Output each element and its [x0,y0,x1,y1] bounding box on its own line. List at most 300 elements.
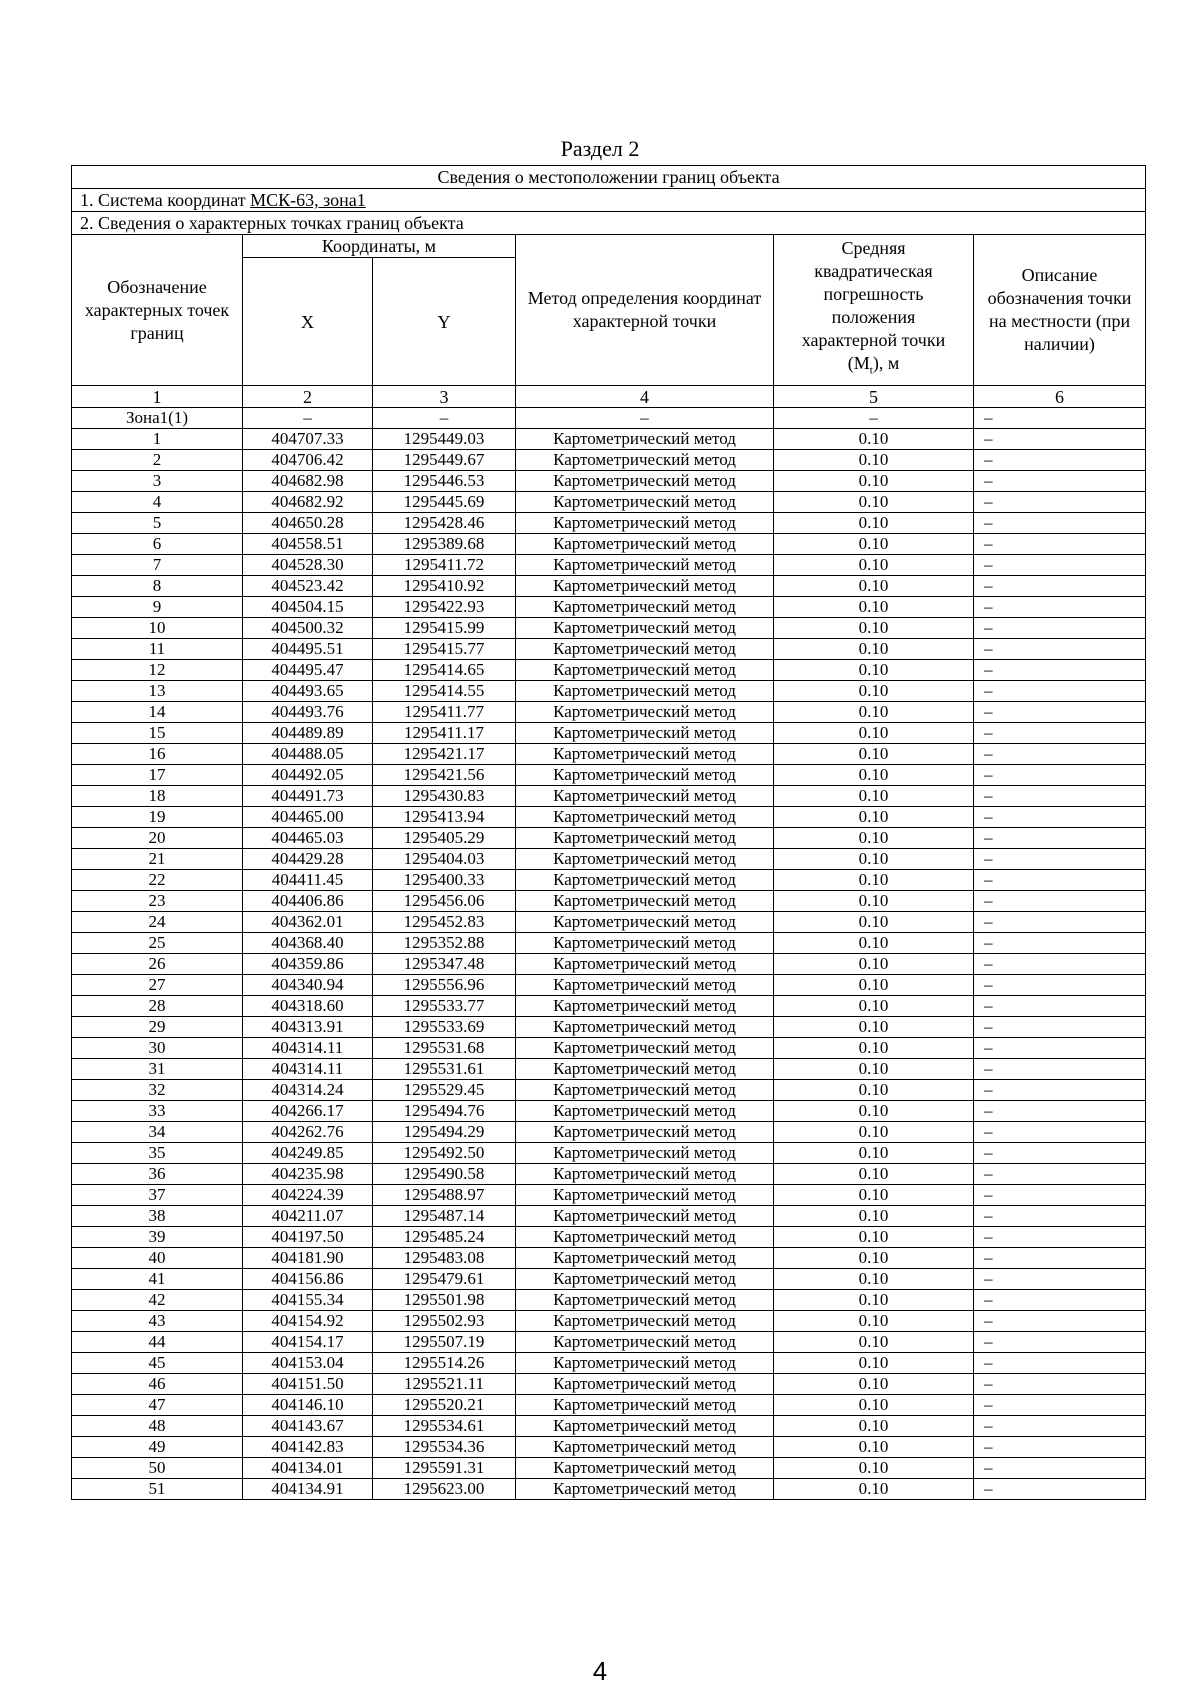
description-cell: – [974,1122,1146,1143]
method-cell: Картометрический метод [516,1311,774,1332]
x-coordinate-cell: 404359.86 [243,954,373,975]
x-coordinate-cell: 404314.11 [243,1038,373,1059]
description-cell: – [974,1311,1146,1332]
description-cell: – [974,1353,1146,1374]
table-row [72,1143,1146,1164]
description-cell: – [974,639,1146,660]
method-cell: Картометрический метод [516,1290,774,1311]
x-coordinate-cell: 404266.17 [243,1101,373,1122]
x-coordinate-cell: 404146.10 [243,1395,373,1416]
col-error-sub: t [869,364,873,377]
method-cell: Картометрический метод [516,513,774,534]
table-row [72,1059,1146,1080]
description-cell: – [974,849,1146,870]
x-coordinate-cell: 404495.47 [243,660,373,681]
method-cell: Картометрический метод [516,1374,774,1395]
col-number-3: 3 [373,386,516,408]
method-cell: Картометрический метод [516,828,774,849]
y-coordinate-cell: 1295534.61 [373,1416,516,1437]
error-cell: 0.10 [774,891,974,912]
error-cell: 0.10 [774,1458,974,1479]
y-coordinate-cell: 1295483.08 [373,1248,516,1269]
col-designation-header: Обозначение характерных точек границ [72,235,243,386]
error-cell: 0.10 [774,996,974,1017]
description-cell: – [974,1164,1146,1185]
point-number-cell: 49 [72,1437,243,1458]
error-cell: 0.10 [774,1332,974,1353]
table-row [72,1248,1146,1269]
y-coordinate-cell: 1295389.68 [373,534,516,555]
description-cell: – [974,1227,1146,1248]
description-cell: – [974,954,1146,975]
point-number-cell: 44 [72,1332,243,1353]
description-cell: – [974,450,1146,471]
description-cell: – [974,807,1146,828]
error-cell: 0.10 [774,618,974,639]
col-number-6: 6 [974,386,1146,408]
y-coordinate-cell: 1295507.19 [373,1332,516,1353]
x-coordinate-cell: 404314.11 [243,1059,373,1080]
point-number-cell: 45 [72,1353,243,1374]
x-coordinate-cell: 404528.30 [243,555,373,576]
y-coordinate-cell: 1295492.50 [373,1143,516,1164]
description-cell: – [974,597,1146,618]
x-coordinate-cell: 404707.33 [243,429,373,450]
method-cell: Картометрический метод [516,1164,774,1185]
point-number-cell: 48 [72,1416,243,1437]
table-row [72,1458,1146,1479]
point-number-cell: 17 [72,765,243,786]
description-cell: – [974,1269,1146,1290]
table-row [72,1353,1146,1374]
description-cell: – [974,576,1146,597]
description-cell: – [974,1290,1146,1311]
table-row [72,849,1146,870]
error-cell: 0.10 [774,807,974,828]
description-cell: – [974,975,1146,996]
point-number-cell: 50 [72,1458,243,1479]
error-cell: 0.10 [774,849,974,870]
table-row [72,513,1146,534]
point-number-cell: 25 [72,933,243,954]
y-coordinate-cell: 1295400.33 [373,870,516,891]
x-coordinate-cell: 404682.98 [243,471,373,492]
table-row [72,1101,1146,1122]
error-cell: 0.10 [774,1353,974,1374]
point-number-cell: 11 [72,639,243,660]
y-coordinate-cell: 1295410.92 [373,576,516,597]
point-number-cell: 24 [72,912,243,933]
description-cell: – [974,1017,1146,1038]
error-cell: 0.10 [774,870,974,891]
table-row [72,1416,1146,1437]
point-number-cell: 8 [72,576,243,597]
method-cell: Картометрический метод [516,660,774,681]
table-row [72,1437,1146,1458]
point-number-cell: 26 [72,954,243,975]
x-coordinate-cell: 404465.03 [243,828,373,849]
point-number-cell: 38 [72,1206,243,1227]
error-cell: 0.10 [774,744,974,765]
zone-cell: Зона1(1) [72,408,243,429]
point-number-cell: 46 [72,1374,243,1395]
y-coordinate-cell: 1295411.17 [373,723,516,744]
col-number-1: 1 [72,386,243,408]
table-body [72,408,1146,1500]
x-coordinate-cell: 404492.05 [243,765,373,786]
y-coordinate-cell: 1295534.36 [373,1437,516,1458]
table-row [72,702,1146,723]
y-coordinate-cell: 1295452.83 [373,912,516,933]
y-coordinate-cell: 1295456.06 [373,891,516,912]
method-cell: Картометрический метод [516,1038,774,1059]
y-coordinate-cell: 1295521.11 [373,1374,516,1395]
table-row [72,1269,1146,1290]
method-cell: Картометрический метод [516,492,774,513]
y-coordinate-cell: 1295520.21 [373,1395,516,1416]
description-cell: – [974,933,1146,954]
error-cell: 0.10 [774,1185,974,1206]
method-cell: Картометрический метод [516,576,774,597]
description-cell: – [974,1038,1146,1059]
point-number-cell: 37 [72,1185,243,1206]
description-cell: – [974,1479,1146,1500]
table-row [72,744,1146,765]
y-coordinate-cell: 1295485.24 [373,1227,516,1248]
error-cell: 0.10 [774,555,974,576]
y-coordinate-cell: 1295411.72 [373,555,516,576]
description-cell: – [974,1374,1146,1395]
point-number-cell: 6 [72,534,243,555]
error-cell: 0.10 [774,1479,974,1500]
y-coordinate-cell: 1295411.77 [373,702,516,723]
point-number-cell: 51 [72,1479,243,1500]
description-cell: – [974,1332,1146,1353]
col-error-tail: ), м [872,353,900,374]
table-row [72,1395,1146,1416]
table-row [72,1311,1146,1332]
method-cell: Картометрический метод [516,891,774,912]
x-coordinate-cell: 404262.76 [243,1122,373,1143]
point-number-cell: 36 [72,1164,243,1185]
point-number-cell: 2 [72,450,243,471]
error-cell: 0.10 [774,450,974,471]
x-coordinate-cell: 404429.28 [243,849,373,870]
y-coordinate-cell: 1295479.61 [373,1269,516,1290]
y-coordinate-cell: 1295414.65 [373,660,516,681]
method-cell: Картометрический метод [516,744,774,765]
x-coordinate-cell: 404224.39 [243,1185,373,1206]
points-title: 2. Сведения о характерных точках границ объекта [72,212,1146,235]
description-cell: – [974,429,1146,450]
x-coordinate-cell: 404650.28 [243,513,373,534]
description-cell: – [974,1101,1146,1122]
y-coordinate-cell: 1295414.55 [373,681,516,702]
description-cell: – [974,1080,1146,1101]
y-coordinate-cell: 1295529.45 [373,1080,516,1101]
method-cell: Картометрический метод [516,1227,774,1248]
method-cell: Картометрический метод [516,996,774,1017]
description-cell: – [974,891,1146,912]
col-number-5: 5 [774,386,974,408]
error-cell: 0.10 [774,1143,974,1164]
method-cell: Картометрический метод [516,702,774,723]
y-coordinate-cell: 1295494.76 [373,1101,516,1122]
method-cell: Картометрический метод [516,555,774,576]
method-cell: Картометрический метод [516,681,774,702]
point-number-cell: 23 [72,891,243,912]
method-cell: Картометрический метод [516,1332,774,1353]
method-cell: Картометрический метод [516,1479,774,1500]
coord-system-value: МСК-63, зона1 [250,190,366,210]
table-row [72,471,1146,492]
point-number-cell: 15 [72,723,243,744]
table-row [72,1164,1146,1185]
error-cell: 0.10 [774,1080,974,1101]
table-row [72,828,1146,849]
table-row [72,723,1146,744]
method-cell: Картометрический метод [516,1185,774,1206]
point-number-cell: 43 [72,1311,243,1332]
y-coordinate-cell: 1295501.98 [373,1290,516,1311]
point-number-cell: 7 [72,555,243,576]
method-cell: Картометрический метод [516,849,774,870]
description-cell: – [974,1059,1146,1080]
x-coordinate-cell: 404362.01 [243,912,373,933]
error-cell: 0.10 [774,1122,974,1143]
description-cell: – [974,744,1146,765]
method-cell: Картометрический метод [516,1353,774,1374]
error-cell: 0.10 [774,954,974,975]
y-coordinate-cell: 1295623.00 [373,1479,516,1500]
error-cell: 0.10 [774,1017,974,1038]
table-row [72,1479,1146,1500]
zone-cell: – [974,408,1146,429]
method-cell: Картометрический метод [516,786,774,807]
x-coordinate-cell: 404495.51 [243,639,373,660]
col-y-header: Y [373,258,516,386]
point-number-cell: 30 [72,1038,243,1059]
table-row [72,597,1146,618]
col-error-main: Средняя квадратическая погрешность положения характерной точки (M [801,238,946,374]
point-number-cell: 47 [72,1395,243,1416]
y-coordinate-cell: 1295415.77 [373,639,516,660]
point-number-cell: 28 [72,996,243,1017]
method-cell: Картометрический метод [516,1248,774,1269]
x-coordinate-cell: 404235.98 [243,1164,373,1185]
col-method-header: Метод определения координат характерной точки [516,235,774,386]
description-cell: – [974,1143,1146,1164]
error-cell: 0.10 [774,1290,974,1311]
description-cell: – [974,870,1146,891]
point-number-cell: 20 [72,828,243,849]
method-cell: Картометрический метод [516,975,774,996]
table-row [72,975,1146,996]
description-cell: – [974,996,1146,1017]
error-cell: 0.10 [774,576,974,597]
error-cell: 0.10 [774,1437,974,1458]
y-coordinate-cell: 1295494.29 [373,1122,516,1143]
zone-cell: – [516,408,774,429]
method-cell: Картометрический метод [516,1458,774,1479]
table-row [72,933,1146,954]
description-cell: – [974,681,1146,702]
method-cell: Картометрический метод [516,1269,774,1290]
method-cell: Картометрический метод [516,1437,774,1458]
description-cell: – [974,765,1146,786]
y-coordinate-cell: 1295591.31 [373,1458,516,1479]
y-coordinate-cell: 1295404.03 [373,849,516,870]
table-row [72,1290,1146,1311]
description-cell: – [974,786,1146,807]
y-coordinate-cell: 1295531.68 [373,1038,516,1059]
table-row [72,996,1146,1017]
table-row [72,534,1146,555]
description-cell: – [974,723,1146,744]
point-number-cell: 31 [72,1059,243,1080]
y-coordinate-cell: 1295352.88 [373,933,516,954]
description-cell: – [974,702,1146,723]
coord-system-row [72,189,1146,212]
x-coordinate-cell: 404153.04 [243,1353,373,1374]
point-number-cell: 29 [72,1017,243,1038]
x-coordinate-cell: 404491.73 [243,786,373,807]
method-cell: Картометрический метод [516,597,774,618]
method-cell: Картометрический метод [516,1101,774,1122]
boundary-points-table [71,165,1146,1500]
description-cell: – [974,534,1146,555]
x-coordinate-cell: 404154.92 [243,1311,373,1332]
method-cell: Картометрический метод [516,954,774,975]
table-row [72,807,1146,828]
y-coordinate-cell: 1295415.99 [373,618,516,639]
table-row [72,1332,1146,1353]
table-row [72,1017,1146,1038]
x-coordinate-cell: 404143.67 [243,1416,373,1437]
table-row [72,618,1146,639]
x-coordinate-cell: 404151.50 [243,1374,373,1395]
y-coordinate-cell: 1295556.96 [373,975,516,996]
point-number-cell: 42 [72,1290,243,1311]
y-coordinate-cell: 1295487.14 [373,1206,516,1227]
table-row [72,870,1146,891]
table-row [72,1374,1146,1395]
point-number-cell: 9 [72,597,243,618]
table-row [72,891,1146,912]
y-coordinate-cell: 1295514.26 [373,1353,516,1374]
error-cell: 0.10 [774,660,974,681]
method-cell: Картометрический метод [516,933,774,954]
error-cell: 0.10 [774,1059,974,1080]
y-coordinate-cell: 1295445.69 [373,492,516,513]
description-cell: – [974,1458,1146,1479]
error-cell: 0.10 [774,828,974,849]
method-cell: Картометрический метод [516,471,774,492]
point-number-cell: 40 [72,1248,243,1269]
error-cell: 0.10 [774,1206,974,1227]
table-row [72,555,1146,576]
method-cell: Картометрический метод [516,1080,774,1101]
y-coordinate-cell: 1295413.94 [373,807,516,828]
x-coordinate-cell: 404197.50 [243,1227,373,1248]
x-coordinate-cell: 404558.51 [243,534,373,555]
point-number-cell: 19 [72,807,243,828]
col-x-header: X [243,258,373,386]
y-coordinate-cell: 1295421.56 [373,765,516,786]
table-row [72,450,1146,471]
x-coordinate-cell: 404134.91 [243,1479,373,1500]
table-row [72,1206,1146,1227]
x-coordinate-cell: 404706.42 [243,450,373,471]
y-coordinate-cell: 1295488.97 [373,1185,516,1206]
point-number-cell: 32 [72,1080,243,1101]
error-cell: 0.10 [774,975,974,996]
error-cell: 0.10 [774,1395,974,1416]
error-cell: 0.10 [774,597,974,618]
x-coordinate-cell: 404154.17 [243,1332,373,1353]
description-cell: – [974,555,1146,576]
col-error-header [774,235,974,386]
table-row [72,954,1146,975]
error-cell: 0.10 [774,1101,974,1122]
x-coordinate-cell: 404406.86 [243,891,373,912]
point-number-cell: 22 [72,870,243,891]
x-coordinate-cell: 404682.92 [243,492,373,513]
x-coordinate-cell: 404181.90 [243,1248,373,1269]
x-coordinate-cell: 404368.40 [243,933,373,954]
x-coordinate-cell: 404211.07 [243,1206,373,1227]
error-cell: 0.10 [774,1248,974,1269]
method-cell: Картометрический метод [516,1143,774,1164]
x-coordinate-cell: 404340.94 [243,975,373,996]
method-cell: Картометрический метод [516,1059,774,1080]
error-cell: 0.10 [774,1374,974,1395]
description-cell: – [974,912,1146,933]
error-cell: 0.10 [774,702,974,723]
point-number-cell: 12 [72,660,243,681]
error-cell: 0.10 [774,786,974,807]
method-cell: Картометрический метод [516,765,774,786]
method-cell: Картометрический метод [516,534,774,555]
x-coordinate-cell: 404488.05 [243,744,373,765]
point-number-cell: 13 [72,681,243,702]
x-coordinate-cell: 404134.01 [243,1458,373,1479]
x-coordinate-cell: 404493.65 [243,681,373,702]
x-coordinate-cell: 404155.34 [243,1290,373,1311]
point-number-cell: 41 [72,1269,243,1290]
description-cell: – [974,1185,1146,1206]
x-coordinate-cell: 404314.24 [243,1080,373,1101]
page-number: 4 [592,1656,608,1686]
error-cell: 0.10 [774,1311,974,1332]
zone-cell: – [373,408,516,429]
description-cell: – [974,1248,1146,1269]
x-coordinate-cell: 404465.00 [243,807,373,828]
point-number-cell: 14 [72,702,243,723]
x-coordinate-cell: 404500.32 [243,618,373,639]
table-row [72,765,1146,786]
col-coordinates-header: Координаты, м [243,235,516,258]
y-coordinate-cell: 1295449.03 [373,429,516,450]
table-title: Сведения о местоположении границ объекта [72,166,1146,189]
col-number-2: 2 [243,386,373,408]
col-description-header: Описание обозначения точки на местности (при наличии) [974,235,1146,386]
y-coordinate-cell: 1295531.61 [373,1059,516,1080]
method-cell: Картометрический метод [516,450,774,471]
description-cell: – [974,492,1146,513]
y-coordinate-cell: 1295449.67 [373,450,516,471]
y-coordinate-cell: 1295347.48 [373,954,516,975]
